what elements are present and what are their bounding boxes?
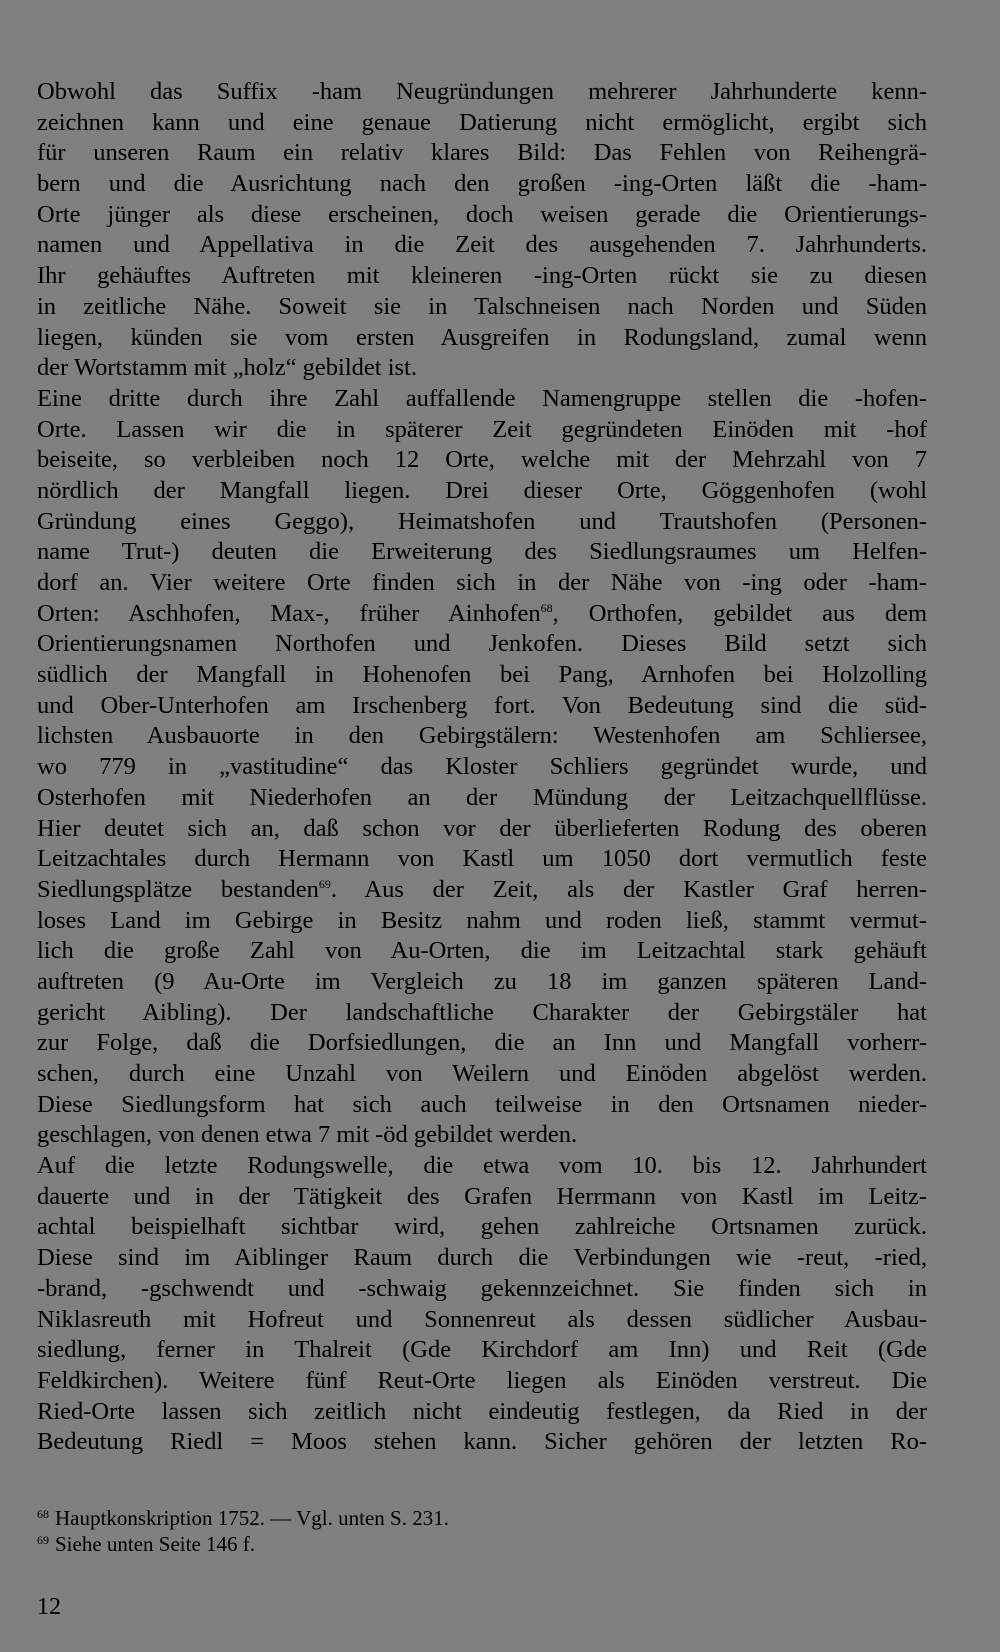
text-line: Ihr gehäuftes Auftreten mit kleineren -ing-Orten rückt sie zu diesen <box>37 262 927 290</box>
text-line: Orten: Aschhofen, Max-, früher Ainhofen$^{68}$, Orthofen, gebildet aus dem <box>37 599 927 627</box>
footnote-reference: 68 <box>540 600 553 615</box>
text-line: namen und Appellativa in die Zeit des ausgehenden 7. Jahrhunderts. <box>37 231 927 259</box>
footnote-reference: 69 <box>318 876 331 891</box>
text-line: Osterhofen mit Niederhofen an der Mündung der Leitzachquellflüsse. <box>37 783 927 811</box>
body-text <box>37 77 927 1458</box>
text-line: wo 779 in „vastitudine“ das Kloster Schliers gegründet wurde, und <box>37 753 927 781</box>
text-line: Diese sind im Aiblinger Raum durch die Verbindungen wie -reut, -ried, <box>37 1244 927 1272</box>
footnotes <box>37 1505 927 1557</box>
text-line: Niklasreuth mit Hofreut und Sonnenreut als dessen südlicher Ausbau- <box>37 1305 927 1333</box>
text-line: zeichnen kann und eine genaue Datierung nicht ermöglicht, ergibt sich <box>37 108 927 136</box>
text-line: Leitzachtales durch Hermann von Kastl um 1050 dort vermutlich feste <box>37 845 927 873</box>
text-line: liegen, künden sie vom ersten Ausgreifen in Rodungsland, zumal wenn <box>37 323 927 351</box>
text-line: Ried-Orte lassen sich zeitlich nicht eindeutig festlegen, da Ried in der <box>37 1397 927 1425</box>
text-line: Orientierungsnamen Northofen und Jenkofen. Dieses Bild setzt sich <box>37 630 927 658</box>
text-line: dauerte und in der Tätigkeit des Grafen Herrmann von Kastl im Leitz- <box>37 1182 927 1210</box>
text-line: Obwohl das Suffix -ham Neugründungen mehrerer Jahrhunderte kenn- <box>37 78 927 105</box>
text-line: Auf die letzte Rodungswelle, die etwa vom 10. bis 12. Jahrhundert <box>37 1152 927 1180</box>
text-line: Hier deutet sich an, daß schon vor der überlieferten Rodung des oberen <box>37 814 927 842</box>
text-line: Orte. Lassen wir die in späterer Zeit gegründeten Einöden mit -hof <box>37 415 927 443</box>
text-line: Diese Siedlungsform hat sich auch teilweise in den Ortsnamen nieder- <box>37 1090 927 1118</box>
text-line: -brand, -gschwendt und -schwaig gekennzeichnet. Sie finden sich in <box>37 1274 927 1302</box>
text-line: beiseite, so verbleiben noch 12 Orte, welche mit der Mehrzahl von 7 <box>37 446 927 474</box>
text-line: und Ober-Unterhofen am Irschenberg fort. Von Bedeutung sind die süd- <box>37 691 927 719</box>
text-line: achtal beispielhaft sichtbar wird, gehen zahlreiche Ortsnamen zurück. <box>37 1213 927 1241</box>
footnote-number: 68 <box>37 1507 49 1521</box>
text-line: lichsten Ausbauorte in den Gebirgstälern: Westenhofen am Schliersee, <box>37 722 927 750</box>
text-line: loses Land im Gebirge in Besitz nahm und roden ließ, stammt vermut- <box>37 906 927 934</box>
text-line: auftreten (9 Au-Orte im Vergleich zu 18 im ganzen späteren Land- <box>37 967 927 995</box>
text-line: zur Folge, daß die Dorfsiedlungen, die an Inn und Mangfall vorherr- <box>37 1029 927 1057</box>
text-line: südlich der Mangfall in Hohenofen bei Pang, Arnhofen bei Holzolling <box>37 661 927 689</box>
footnote-number: 69 <box>37 1533 49 1547</box>
text-line: name Trut-) deuten die Erweiterung des Siedlungsraumes um Helfen- <box>37 538 927 566</box>
text-line: Bedeutung Riedl = Moos stehen kann. Sicher gehören der letzten Ro- <box>37 1428 927 1456</box>
text-line: schen, durch eine Unzahl von Weilern und Einöden abgelöst werden. <box>37 1060 927 1087</box>
text-line: Eine dritte durch ihre Zahl auffallende Namengruppe stellen die -hofen- <box>37 384 927 412</box>
footnote-text: Siehe unten Seite 146 f. <box>55 1532 256 1556</box>
footnote <box>37 1531 927 1557</box>
footnote-text: Hauptkonskription 1752. — Vgl. unten S. 231. <box>55 1506 449 1530</box>
text-line: Siedlungsplätze bestanden$^{69}$. Aus der Zeit, als der Kastler Graf herren- <box>37 875 927 903</box>
text-line: gericht Aibling). Der landschaftliche Charakter der Gebirgstäler hat <box>37 998 927 1026</box>
footnote <box>37 1505 927 1531</box>
text-line: dorf an. Vier weitere Orte finden sich in der Nähe von -ing oder -ham- <box>37 569 927 596</box>
text-line: geschlagen, von denen etwa 7 mit -öd gebildet werden. <box>37 1121 578 1149</box>
text-line: Feldkirchen). Weitere fünf Reut-Orte liegen als Einöden verstreut. Die <box>37 1366 927 1394</box>
text-line: der Wortstamm mit „holz“ gebildet ist. <box>37 354 417 382</box>
page-number: 12 <box>37 1594 61 1620</box>
text-line: für unseren Raum ein relativ klares Bild: Das Fehlen von Reihengrä- <box>37 139 927 167</box>
text-line: Gründung eines Geggo), Heimatshofen und Trautshofen (Personen- <box>37 507 927 535</box>
text-line: Orte jünger als diese erscheinen, doch weisen gerade die Orientierungs- <box>37 200 927 228</box>
text-line: nördlich der Mangfall liegen. Drei dieser Orte, Göggenhofen (wohl <box>37 476 927 504</box>
text-line: lich die große Zahl von Au-Orten, die im Leitzachtal stark gehäuft <box>37 937 927 965</box>
text-line: in zeitliche Nähe. Soweit sie in Talschneisen nach Norden und Süden <box>37 292 927 320</box>
text-line: siedlung, ferner in Thalreit (Gde Kirchdorf am Inn) und Reit (Gde <box>37 1336 927 1364</box>
text-line: bern und die Ausrichtung nach den großen -ing-Orten läßt die -ham- <box>37 170 927 198</box>
